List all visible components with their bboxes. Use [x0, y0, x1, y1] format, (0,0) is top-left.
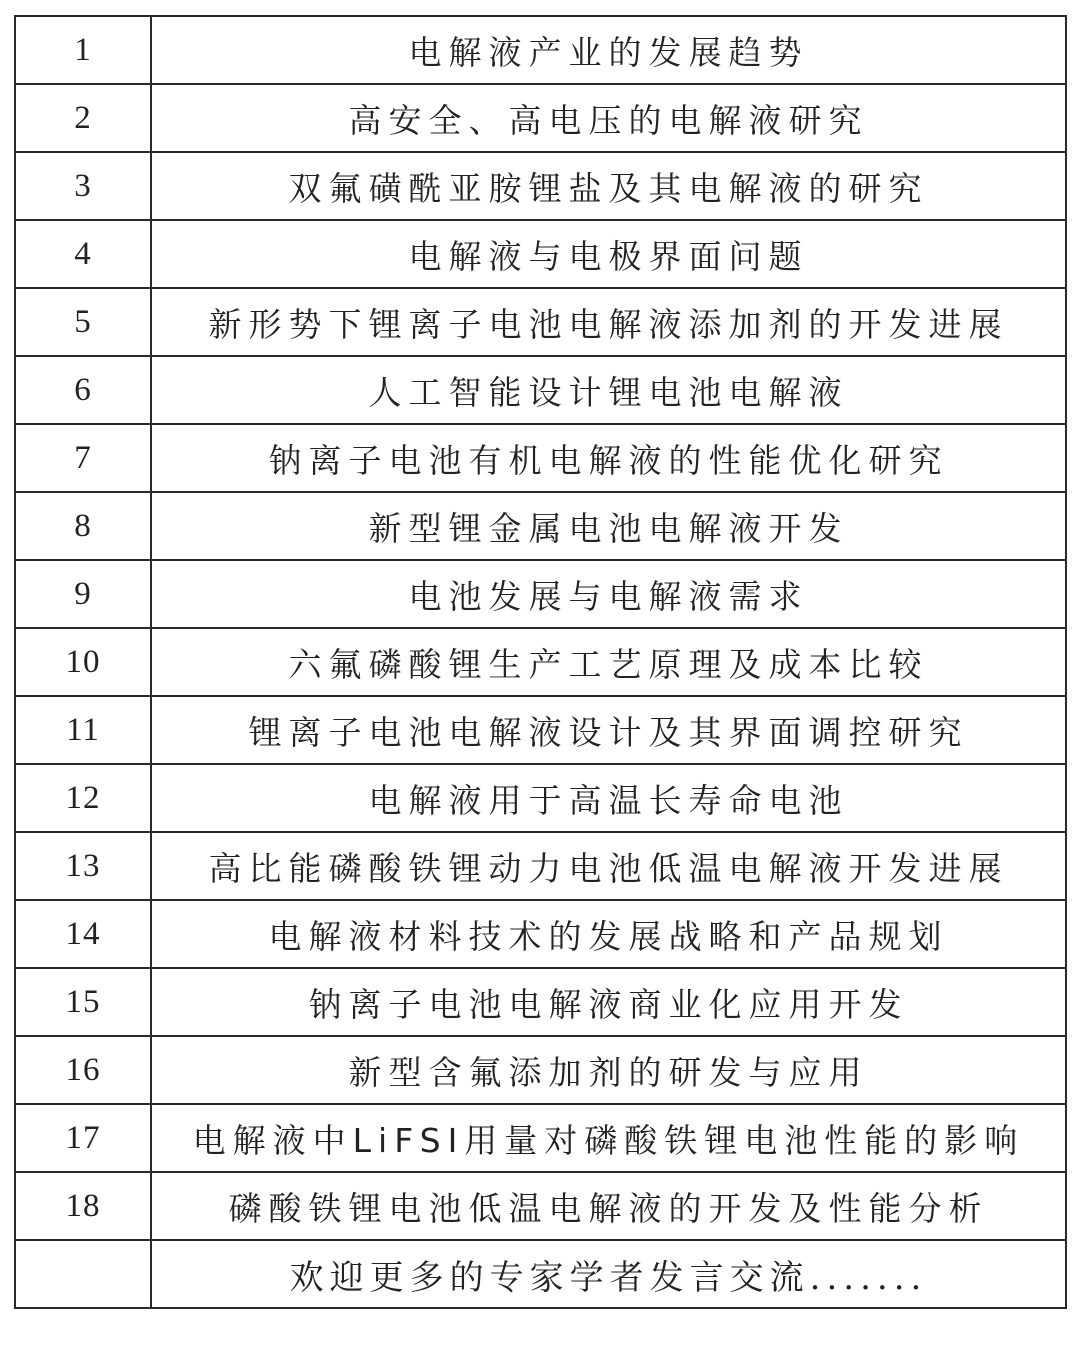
row-number: 3 — [15, 152, 151, 220]
table-row — [15, 764, 1066, 832]
row-number: 11 — [15, 696, 151, 764]
table-row — [15, 84, 1066, 152]
table-row — [15, 1104, 1066, 1172]
row-title: 电解液用于高温长寿命电池 — [151, 764, 1066, 832]
row-title: 电池发展与电解液需求 — [151, 560, 1066, 628]
row-title: 锂离子电池电解液设计及其界面调控研究 — [151, 696, 1066, 764]
row-title: 高安全、高电压的电解液研究 — [151, 84, 1066, 152]
row-number: 10 — [15, 628, 151, 696]
row-number: 4 — [15, 220, 151, 288]
footer-message: 欢迎更多的专家学者发言交流....... — [151, 1240, 1066, 1308]
row-number: 18 — [15, 1172, 151, 1240]
row-number: 13 — [15, 832, 151, 900]
row-number: 15 — [15, 968, 151, 1036]
row-number: 1 — [15, 16, 151, 84]
row-title: 钠离子电池电解液商业化应用开发 — [151, 968, 1066, 1036]
row-number: 17 — [15, 1104, 151, 1172]
row-title: 电解液与电极界面问题 — [151, 220, 1066, 288]
row-title: 新型锂金属电池电解液开发 — [151, 492, 1066, 560]
row-title: 钠离子电池有机电解液的性能优化研究 — [151, 424, 1066, 492]
row-number: 14 — [15, 900, 151, 968]
row-title: 电解液材料技术的发展战略和产品规划 — [151, 900, 1066, 968]
table-row — [15, 492, 1066, 560]
table-row — [15, 220, 1066, 288]
row-number: 5 — [15, 288, 151, 356]
table-row — [15, 152, 1066, 220]
table-row — [15, 288, 1066, 356]
table-row — [15, 1172, 1066, 1240]
row-number: 16 — [15, 1036, 151, 1104]
row-title: 磷酸铁锂电池低温电解液的开发及性能分析 — [151, 1172, 1066, 1240]
topics-table-body — [15, 16, 1066, 1308]
table-row — [15, 832, 1066, 900]
row-title: 高比能磷酸铁锂动力电池低温电解液开发进展 — [151, 832, 1066, 900]
table-row — [15, 628, 1066, 696]
row-number: 12 — [15, 764, 151, 832]
table-row — [15, 696, 1066, 764]
table-row — [15, 560, 1066, 628]
table-row — [15, 356, 1066, 424]
table-row — [15, 1036, 1066, 1104]
row-title: 电解液中LiFSI用量对磷酸铁锂电池性能的影响 — [151, 1104, 1066, 1172]
row-title: 六氟磷酸锂生产工艺原理及成本比较 — [151, 628, 1066, 696]
row-number: 8 — [15, 492, 151, 560]
row-title: 电解液产业的发展趋势 — [151, 16, 1066, 84]
row-title: 双氟磺酰亚胺锂盐及其电解液的研究 — [151, 152, 1066, 220]
table-row — [15, 16, 1066, 84]
table-row — [15, 968, 1066, 1036]
row-number: 9 — [15, 560, 151, 628]
row-title: 人工智能设计锂电池电解液 — [151, 356, 1066, 424]
footer-number — [15, 1240, 151, 1308]
table-row — [15, 424, 1066, 492]
row-number: 6 — [15, 356, 151, 424]
topics-table — [14, 15, 1067, 1309]
row-number: 7 — [15, 424, 151, 492]
table-row — [15, 900, 1066, 968]
row-title: 新型含氟添加剂的研发与应用 — [151, 1036, 1066, 1104]
footer-row — [15, 1240, 1066, 1308]
row-title: 新形势下锂离子电池电解液添加剂的开发进展 — [151, 288, 1066, 356]
row-number: 2 — [15, 84, 151, 152]
